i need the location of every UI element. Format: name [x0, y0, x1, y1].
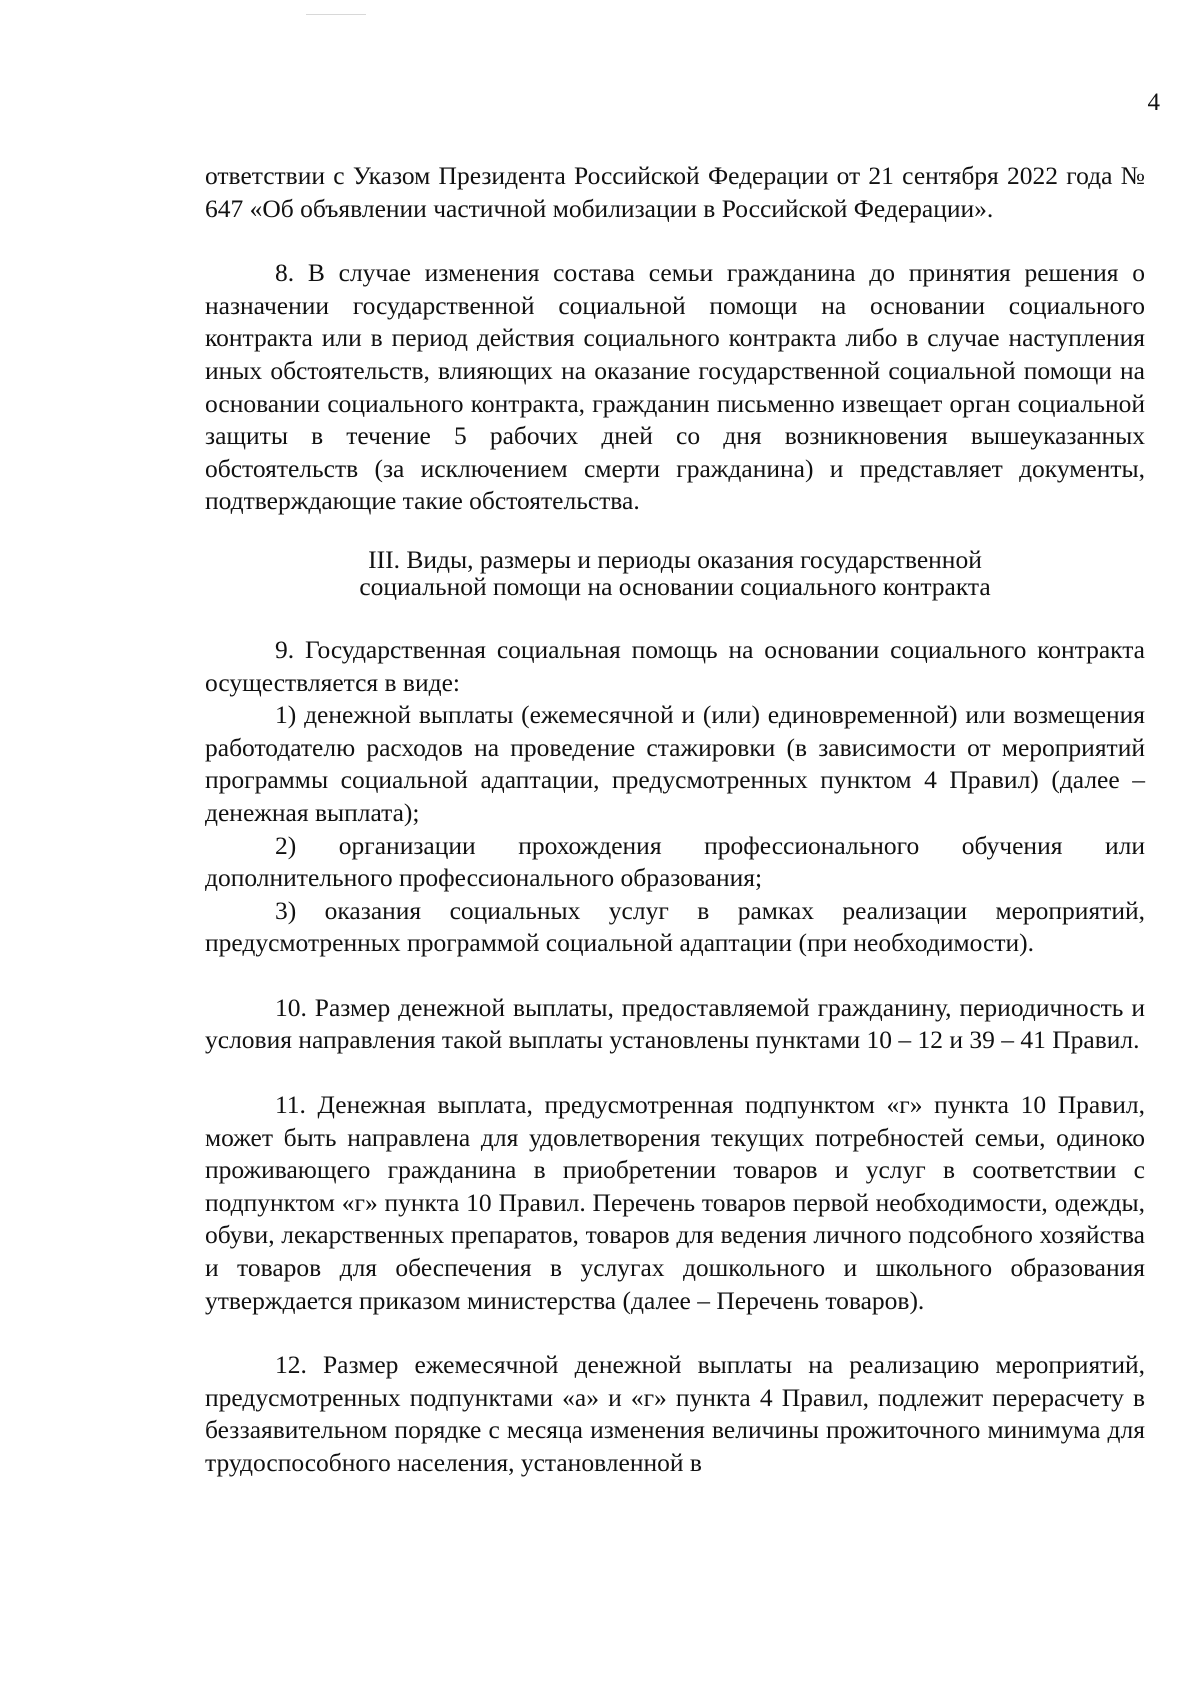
paragraph-8: 8. В случае изменения состава семьи гражданина до принятия решения о назначении государственной социальной помощи на основании социального контракта или в период действия социального контракта либо в случае наступления иных обстоятельств, влияющих на оказание государственной социальной помощи на основании социального контракта, гражданин письменно извещает орган социальной защиты в течение 5 рабочих дней со дня возникновения вышеуказанных обстоятельств (за исключением смерти гражданина) и представляет документы, подтверждающие такие обстоятельства.: [205, 258, 1145, 516]
paragraph-9-item-3: 3) оказания социальных услуг в рамках реализации мероприятий, предусмотренных программой социальной адаптации (при необходимости).: [205, 895, 1145, 958]
paragraph-12: 12. Размер ежемесячной денежной выплаты на реализацию мероприятий, предусмотренных подпунктами «а» и «г» пункта 4 Правил, подлежит перерасчету в беззаявительном порядке с месяца изменения величины прожиточного минимума для трудоспособного населения, установленной в: [205, 1350, 1145, 1477]
paragraph-continuation: ответствии с Указом Президента Российской Федерации от 21 сентября 2022 года № 647 «Об объявлении частичной мобилизации в Российской Федерации».: [205, 161, 1145, 223]
page-number: 4: [1147, 89, 1160, 116]
paragraph-9-item-2: 2) организации прохождения профессионального обучения или дополнительного профессионального образования;: [205, 830, 1145, 893]
paragraph-9-item-1: 1) денежной выплаты (ежемесячной и (или) единовременной) или возмещения работодателю расходов на проведение стажировки (в зависимости от мероприятий программы социальной адаптации, предусмотренных пунктом 4 Правил) (далее – денежная выплата);: [205, 700, 1145, 827]
section-heading-line-2: социальной помощи на основании социального контракта: [359, 571, 991, 601]
paragraph-10: 10. Размер денежной выплаты, предоставляемой гражданину, периодичность и условия направления такой выплаты установлены пунктами 10 – 12 и 39 – 41 Правил.: [205, 992, 1145, 1055]
paragraph-11: 11. Денежная выплата, предусмотренная подпунктом «г» пункта 10 Правил, может быть направлена для удовлетворения текущих потребностей семьи, одиноко проживающего гражданина в приобретении товаров и услуг в соответствии с подпунктом «г» пункта 10 Правил. Перечень товаров первой необходимости, одежды, обуви, лекарственных препаратов, товаров для ведения личного подсобного хозяйства и товаров для обеспечения в услугах дошкольного и школьного образования утверждается приказом министерства (далее – Перечень товаров).: [205, 1090, 1145, 1315]
section-heading: [265, 546, 1085, 600]
scan-mark: [306, 14, 366, 15]
paragraph-9: 9. Государственная социальная помощь на основании социального контракта осуществляется в виде:: [205, 634, 1145, 697]
document-body: [205, 160, 1145, 1480]
section-heading-line-1: III. Виды, размеры и периоды оказания государственной: [368, 544, 982, 574]
